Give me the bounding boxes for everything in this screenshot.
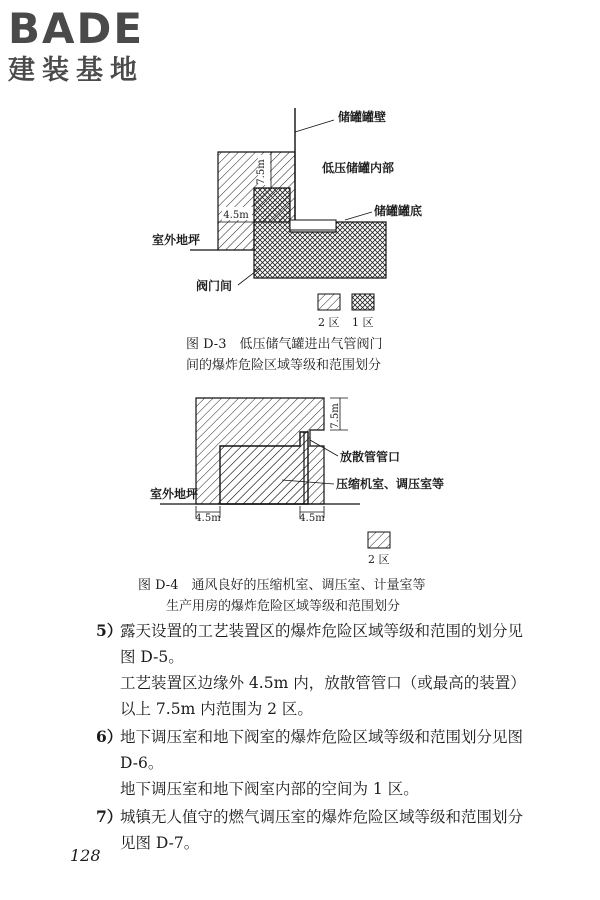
caption-d4-line2: 生产用房的爆炸危险区域等级和范围划分 bbox=[166, 599, 401, 614]
figure-d3 bbox=[152, 108, 422, 329]
logo-word: BADE bbox=[8, 4, 145, 53]
item-7-text: 城镇无人值守的燃气调压室的爆炸危险区域等级和范围划分见图 D-7。 bbox=[120, 808, 524, 852]
item-6-number: 6） bbox=[96, 727, 123, 746]
d4-legend-zone2: 2 区 bbox=[368, 553, 390, 566]
d4-label-vent-outlet: 放散管管口 bbox=[340, 450, 401, 464]
d3-label-outdoor-ground: 室外地坪 bbox=[152, 233, 201, 247]
d4-label-outdoor-ground: 室外地坪 bbox=[150, 487, 199, 501]
caption-d4-line1: 图 D-4 通风良好的压缩机室、调压室、计量室等 bbox=[138, 578, 426, 593]
caption-d3 bbox=[186, 334, 382, 376]
item-5-number: 5） bbox=[96, 621, 123, 640]
d4-dim-45-left: 4.5m bbox=[195, 513, 221, 524]
list-item-7 bbox=[96, 804, 536, 856]
logo-subtitle: 建装基地 bbox=[8, 55, 144, 86]
d4-label-compressor-room: 压缩机室、调压室等 bbox=[336, 477, 445, 491]
item-5-text: 露天设置的工艺装置区的爆炸危险区域等级和范围的划分见图 D-5。 bbox=[120, 622, 524, 666]
d3-label-tank-inner: 低压储罐内部 bbox=[322, 161, 395, 175]
d3-legend-zone2: 2 区 bbox=[318, 316, 340, 329]
caption-d3-line2: 间的爆炸危险区域等级和范围划分 bbox=[186, 358, 382, 373]
d3-label-tank-wall: 储罐罐壁 bbox=[338, 110, 387, 124]
body-text bbox=[96, 618, 536, 856]
zone1-area bbox=[254, 188, 386, 278]
item-7-number: 7） bbox=[96, 807, 123, 826]
d3-label-valve-room: 阀门间 bbox=[196, 279, 233, 293]
d3-legend-zone2-swatch bbox=[318, 294, 340, 310]
d4-dim-75: 7.5m bbox=[330, 403, 341, 429]
d4-dim-45-right: 4.5m bbox=[299, 513, 325, 524]
caption-d3-line1: 图 D-3 低压储气罐进出气管阀门 bbox=[186, 337, 383, 352]
d3-legend-zone1-swatch bbox=[352, 294, 374, 310]
item-5-paragraph: 工艺装置区边缘外 4.5m 内，放散管管口（或最高的装置）以上 7.5m 内范围为 2 区。 bbox=[120, 674, 526, 718]
list-item-6 bbox=[96, 724, 536, 776]
d4-legend-zone2-swatch bbox=[368, 532, 390, 548]
d3-dim-75: 7.5m bbox=[256, 159, 267, 185]
tank-bottom-slot bbox=[290, 220, 336, 230]
page-number: 128 bbox=[70, 846, 101, 865]
item-6-paragraph: 地下调压室和地下阀室内部的空间为 1 区。 bbox=[120, 780, 419, 798]
item-6-text: 地下调压室和地下阀室的爆炸危险区域等级和范围划分见图 D-6。 bbox=[120, 728, 524, 772]
d3-legend-zone1: 1 区 bbox=[352, 316, 374, 329]
d3-label-tank-bottom: 储罐罐底 bbox=[374, 204, 423, 218]
d3-dim-45: 4.5m bbox=[223, 210, 249, 221]
caption-d4 bbox=[138, 575, 425, 617]
list-item-5 bbox=[96, 618, 536, 670]
figure-d4 bbox=[150, 398, 444, 566]
